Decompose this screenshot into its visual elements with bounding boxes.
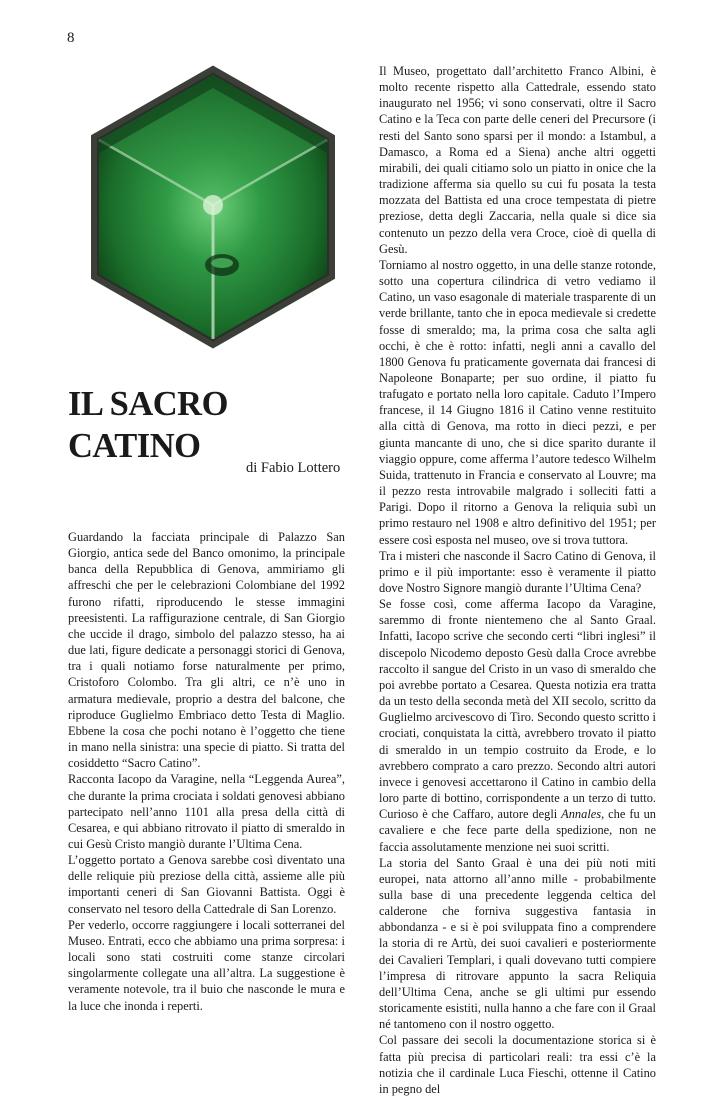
article-title (68, 383, 328, 467)
left-column (68, 529, 345, 1014)
paragraph: Torniamo al nostro oggetto, in una delle stanze rotonde, sotto una copertura cilindrica di vetro vediamo il Catino, un vaso esagonale di materiale trasparente di un verde brillante, tanto che in epoca medievale si credette fosse di smeraldo; ma, la prima cosa che salta agli occhi, è che è rotto: infatti, negli anni a cavallo del 1800 Genova fu praticamente governata dai francesi di Napoleone Bonaparte; per suo ordine, il piatto fu trafugato e portato nella loro capitale. Caduto l’Impero francese, il 14 Giugno 1816 il Catino venne restituito alla città di Genova, ma rotto in dieci pezzi, e per giunta mancante di uno, che si dice sparito durante il viaggio oppure, come afferma l’autore tedesco Wilhelm Suida, trattenuto in Francia e conservato al Louvre; ma il pezzo resta introvabile malgrado i solleciti fatti a Parigi. Dopo il ritorno a Genova la reliquia subì un primo restauro nel 1908 e altro definitivo del 1951; per essere così esposta nel museo, ove si trova tuttora. (379, 257, 656, 547)
paragraph: Il Museo, progettato dall’architetto Franco Albini, è molto recente rispetto alla Cattedrale, essendo stato inaugurato nel 1956; vi sono conservati, oltre il Sacro Catino e la Teca con parte delle ceneri del Precursore (i resti del Santo sono sparsi per il mondo: a Istambul, a Damasco, a Roma ed a Siena) anche altri oggetti mirabili, dei quali citiamo solo un piatto in onice che la tradizione afferma sia quello su cui fu posata la testa mozzata del Battista ed una croce tempestata di pietre preziose, detta degli Zaccaria, nella quale si dice sia contenuto un pezzo della vera Croce, cioè di quella di Gesù. (379, 64, 656, 256)
sacro-catino-photo (82, 63, 344, 353)
paragraph: Tra i misteri che nasconde il Sacro Catino di Genova, il primo e il più importante: esso è veramente il piatto dove Nostro Signore mangiò durante l’Ultima Cena? (379, 548, 656, 595)
paragraph-text: , che fu un cavaliere e che fece parte della spedizione, non ne faccia assolutamente menzione nei suoi scritti. (379, 807, 656, 854)
paragraph: Guardando la facciata principale di Palazzo San Giorgio, antica sede del Banco omonimo, la principale banca della Repubblica di Genova, ammiriamo gli affreschi che per le celebrazioni Colombiane del 1992 furono rifatti, riproducendo le stesse immagini preesistenti. La raffigurazione centrale, di San Giorgio che uccide il drago, simbolo del palazzo stesso, ha ai due lati, figure dedicate a personaggi storici di Genova, tra i quali notiamo forse naturalmente per primo, Cristoforo Colombo. Tra gli altri, ce n’è uno in armatura medievale, proprio a destra del balcone, che riproduce Guglielmo Embriaco detto Testa di Maglio. Ebbene la cosa che pochi notano è l’oggetto che tiene in mano nella sinistra: una specie di piatto. Si tratta del cosiddetto “Sacro Catino”. (68, 530, 345, 771)
annales-title: Annales (561, 807, 602, 822)
paragraph: Per vederlo, occorre raggiungere i locali sotterranei del Museo. Entrati, ecco che abbiamo una prima sorpresa: i locali sono stati costruiti come stanze circolari singolarmente collegate una all’altra. La suggestione è veramente notevole, tra il buio che nasconde le mura e la luce che inonda i reperti. (68, 917, 345, 1013)
right-column (379, 63, 656, 1097)
paragraph: La storia del Santo Graal è una dei più noti miti europei, nata attorno all’anno mille - probabilmente sulla base di una precedente leggenda celtica del calderone che forniva suggestiva fantasia in abbondanza - e si è poi sviluppata fino a comprendere la storia di re Artù, dei suoi cavalieri e posteriormente dei Cavalieri Templari, i quali dovevano tutti compiere l’impresa di ritrovare appunto la sacra Reliquia dell’Ultima Cena, anche se gli ultimi pur essendo storicamente esistiti, nulla hanno a che fare con il Graal né tantomeno con il nostro oggetto. (379, 855, 656, 1032)
author-byline: di Fabio Lottero (246, 460, 341, 476)
paragraph (379, 596, 656, 855)
title-line-1: IL SACRO (68, 385, 228, 423)
paragraph: Col passare dei secoli la documentazione storica si è fatta più precisa di particolari reali: tra essi c’è la notizia che il cardinale Luca Fieschi, ottenne il Catino in pegno del (379, 1033, 656, 1096)
title-line-2: CATINO (68, 427, 201, 465)
paragraph: L’oggetto portato a Genova sarebbe così diventato una delle reliquie più preziose della città, assieme alle più importanti ceneri di San Giovanni Battista. Oggi è conservato nel tesoro della Cattedrale di San Lorenzo. (68, 853, 345, 916)
paragraph-text: Se fosse così, come afferma Iacopo da Varagine, saremmo di fronte nientemeno che al Santo Graal. Infatti, Iacopo scrive che secondo certi “libri inglesi” il discepolo Nicodemo deposto Gesù dalla Croce avrebbe raccolto il sangue del Cristo in un vaso di smeraldo che poi avrebbe portato a Cesarea. Questa notizia era tratta da un testo della seconda metà del XII secolo, scritto da Guglielmo arcivescovo di Tiro. Secondo questo scritto i crociati, conquistata la città, avrebbero trovato il piatto di smeraldo in un tempio costruito da Erode, e lo avrebbero comprato a caro prezzo. Secondo altri autori invece i genovesi accettarono il Catino in cambio della loro parte di bottino, corrispondente a un terzo di tutto. Curioso è che Caffaro, autore degli (379, 597, 656, 822)
page-number: 8 (67, 30, 75, 46)
paragraph: Racconta Iacopo da Varagine, nella “Leggenda Aurea”, che durante la prima crociata i soldati genovesi abbiano partecipato nell’anno 1101 alla presa della città di Cesarea, e qui abbiano ritrovato il piatto di smeraldo in cui Gesù Cristo mangiò durante l’Ultima Cena. (68, 772, 345, 851)
